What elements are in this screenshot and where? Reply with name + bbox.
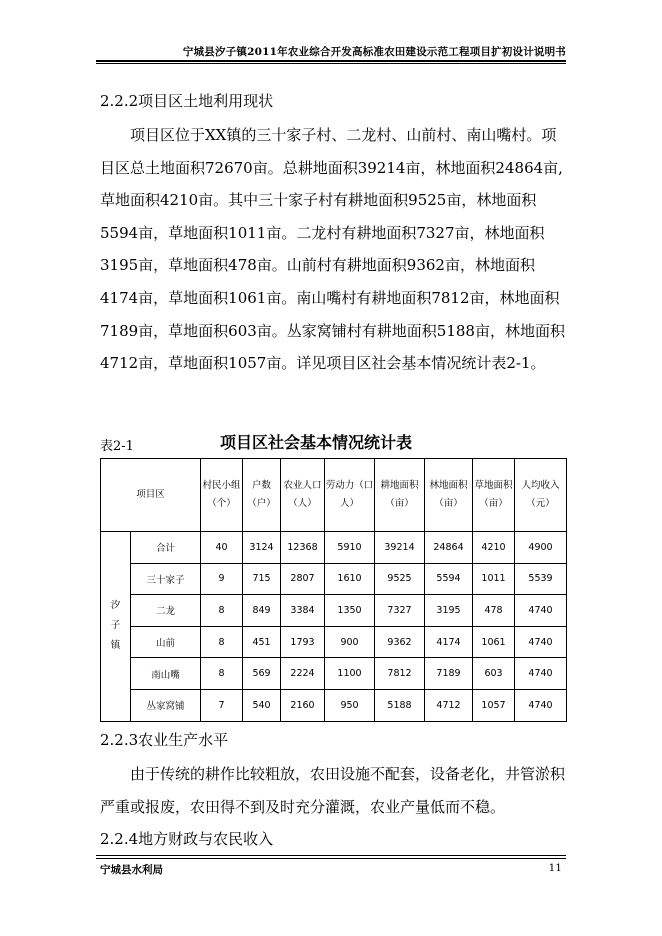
cell-groups: 7 [201, 689, 243, 721]
header-rule-thin [96, 63, 566, 64]
table-row [101, 595, 567, 627]
cell-groups: 40 [201, 532, 243, 564]
cell-farmland: 39214 [375, 532, 425, 564]
table-header-row [101, 459, 567, 532]
table-title: 项目区社会基本情况统计表 [220, 433, 413, 452]
header-rule [96, 60, 566, 62]
paragraph-land-use: 项目区位于XX镇的三十家子村、二龙村、山前村、南山嘴村。项目区总土地面积72670亩。总耕地面积39214亩，林地面积24864亩,草地面积4210亩。其中三十家子村有耕地面积9525亩，林地面积5594亩，草地面积1011亩。二龙村有耕地面积7327亩，林地面积3195亩，草地面积478亩。山前村有耕地面积9362亩，林地面积4174亩，草地面积1061亩。南山嘴村有耕地面积7812亩，林地面积7189亩，草地面积603亩。丛家窝铺村有耕地面积5188亩，林地面积4712亩，草地面积1057亩。详见项目区社会基本情况统计表2-1。 [100, 126, 565, 373]
cell-forest: 24864 [425, 532, 473, 564]
section-body-2-2-2 [100, 119, 570, 380]
cell-labor: 1100 [325, 658, 375, 690]
header-area: 项目区 [101, 459, 201, 532]
table-body [101, 532, 567, 722]
cell-households: 715 [243, 563, 281, 595]
header-groups: 村民小组（个） [201, 459, 243, 532]
cell-forest: 4712 [425, 689, 473, 721]
cell-labor: 1350 [325, 595, 375, 627]
village-name-cell: 丛家窝铺 [131, 689, 201, 721]
cell-forest: 5594 [425, 563, 473, 595]
section-heading-2-2-4: 2.2.4地方财政与农民收入 [100, 830, 274, 848]
cell-income: 4900 [515, 532, 567, 564]
header-income: 人均收入（元） [515, 459, 567, 532]
cell-income: 4740 [515, 658, 567, 690]
cell-income: 4740 [515, 689, 567, 721]
cell-grass: 4210 [473, 532, 515, 564]
cell-labor: 5910 [325, 532, 375, 564]
cell-labor: 900 [325, 626, 375, 658]
cell-labor: 950 [325, 689, 375, 721]
paragraph-agri-level: 由于传统的耕作比较粗放，农田设施不配套，设备老化，井管淤积严重或报废，农田得不到及时充分灌溉，农业产量低而不稳。 [100, 765, 566, 816]
table-caption [100, 430, 570, 454]
cell-grass: 478 [473, 595, 515, 627]
village-name-cell: 合计 [131, 532, 201, 564]
cell-grass: 1057 [473, 689, 515, 721]
cell-households: 451 [243, 626, 281, 658]
header-grass: 草地面积（亩） [473, 459, 515, 532]
cell-households: 3124 [243, 532, 281, 564]
header-farmland: 耕地面积（亩） [375, 459, 425, 532]
village-name-cell: 三十家子 [131, 563, 201, 595]
village-name-cell: 南山嘴 [131, 658, 201, 690]
cell-agri-pop: 2807 [281, 563, 325, 595]
header-households: 户数（户） [243, 459, 281, 532]
footer-rule [96, 855, 566, 856]
table-row [101, 626, 567, 658]
cell-groups: 8 [201, 658, 243, 690]
header-labor: 劳动力（口人） [325, 459, 375, 532]
footer-rule-thin [96, 858, 566, 859]
cell-groups: 8 [201, 626, 243, 658]
cell-grass: 1011 [473, 563, 515, 595]
cell-forest: 4174 [425, 626, 473, 658]
cell-farmland: 9525 [375, 563, 425, 595]
cell-income: 5539 [515, 563, 567, 595]
cell-farmland: 9362 [375, 626, 425, 658]
stats-table [100, 458, 567, 722]
page-header-title: 宁城县汐子镇2011年农业综合开发高标准农田建设示范工程项目扩初设计说明书 [182, 46, 566, 58]
cell-grass: 1061 [473, 626, 515, 658]
cell-forest: 3195 [425, 595, 473, 627]
cell-households: 849 [243, 595, 281, 627]
town-cell: 汐 子 镇 [101, 532, 131, 722]
cell-income: 4740 [515, 595, 567, 627]
cell-income: 4740 [515, 626, 567, 658]
table-row [101, 658, 567, 690]
cell-agri-pop: 2224 [281, 658, 325, 690]
cell-households: 569 [243, 658, 281, 690]
cell-forest: 7189 [425, 658, 473, 690]
cell-groups: 9 [201, 563, 243, 595]
cell-households: 540 [243, 689, 281, 721]
cell-labor: 1610 [325, 563, 375, 595]
header-agri-pop: 农业人口（人） [281, 459, 325, 532]
cell-farmland: 5188 [375, 689, 425, 721]
section-heading-2-2-2: 2.2.2项目区土地利用现状 [100, 92, 274, 110]
cell-farmland: 7327 [375, 595, 425, 627]
cell-grass: 603 [473, 658, 515, 690]
village-name-cell: 山前 [131, 626, 201, 658]
table-number: 表2-1 [100, 439, 134, 454]
table-row [101, 532, 567, 564]
cell-agri-pop: 2160 [281, 689, 325, 721]
table-row [101, 563, 567, 595]
cell-agri-pop: 3384 [281, 595, 325, 627]
cell-groups: 8 [201, 595, 243, 627]
table-row [101, 689, 567, 721]
cell-agri-pop: 1793 [281, 626, 325, 658]
header-forest: 林地面积（亩） [425, 459, 473, 532]
cell-farmland: 7812 [375, 658, 425, 690]
section-body-2-2-3 [100, 758, 570, 823]
page-number: 11 [548, 862, 562, 874]
cell-agri-pop: 12368 [281, 532, 325, 564]
village-name-cell: 二龙 [131, 595, 201, 627]
section-heading-2-2-3: 2.2.3农业生产水平 [100, 731, 229, 749]
footer-organization: 宁城县水利局 [100, 864, 163, 876]
